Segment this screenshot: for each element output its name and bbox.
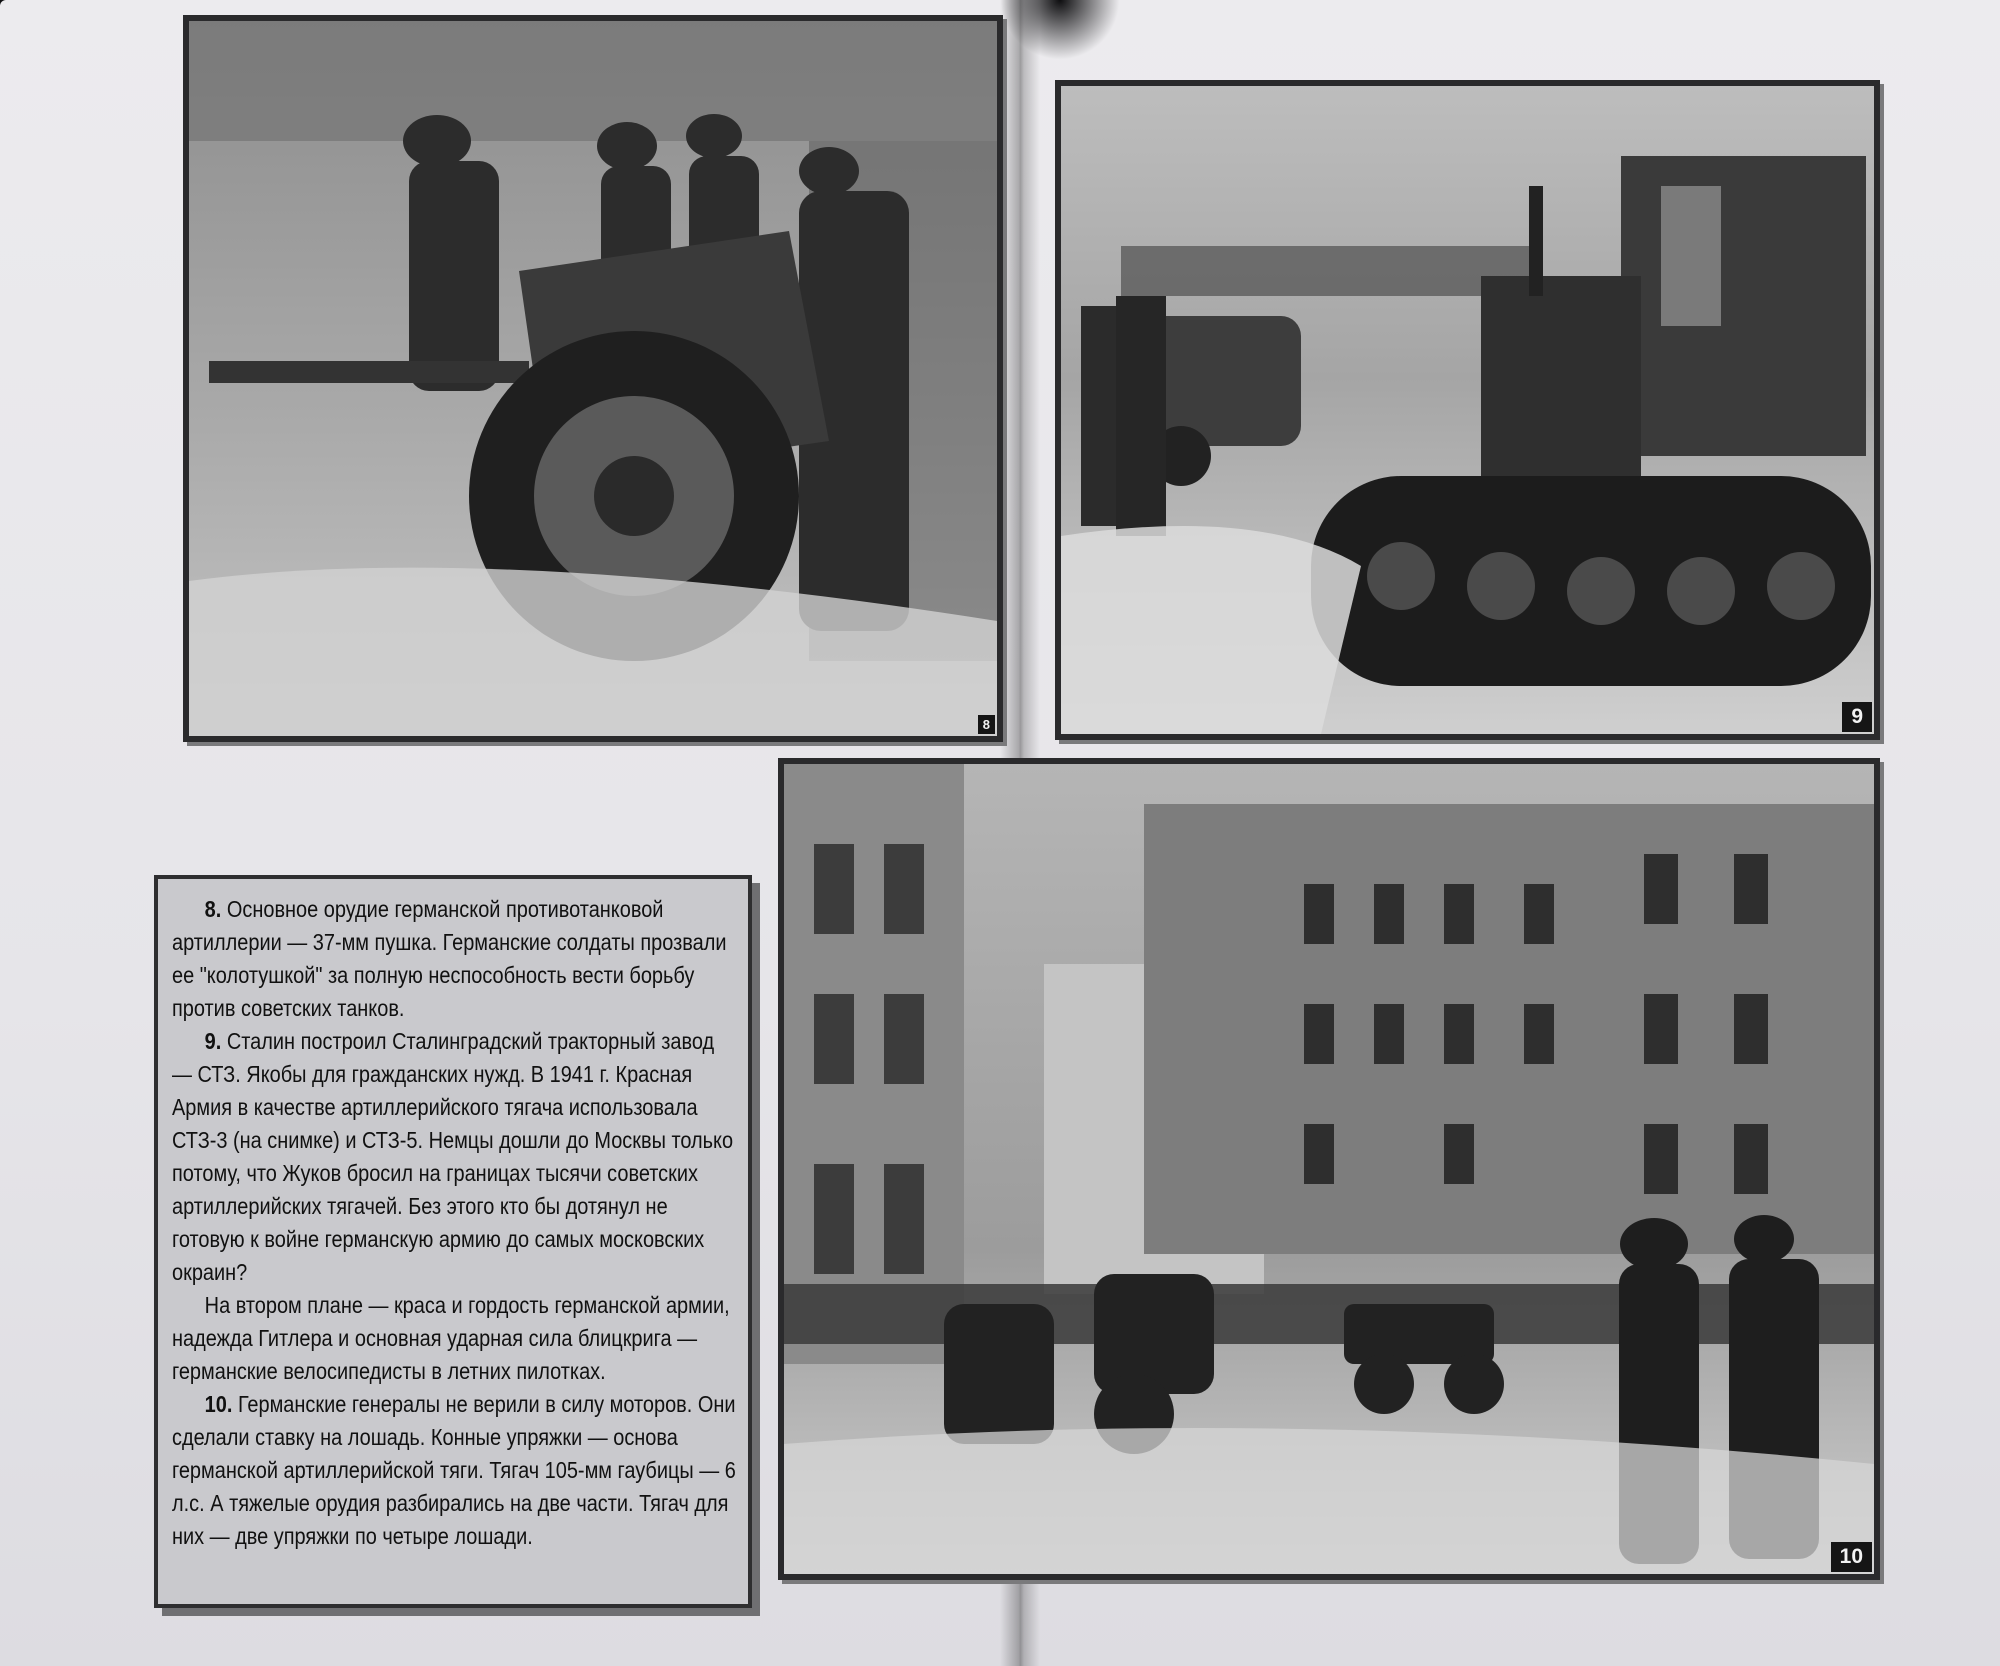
caption-text <box>172 893 740 1553</box>
photo-8-number: 8 <box>978 715 995 734</box>
caption-paragraph-9 <box>172 1025 740 1289</box>
caption-paragraph-9b <box>172 1289 740 1388</box>
photo-10-frame <box>778 758 1880 1580</box>
caption-paragraph-8 <box>172 893 740 1025</box>
caption-number-10: 10. <box>204 1391 233 1417</box>
caption-number-9: 9. <box>204 1028 222 1054</box>
caption-paragraph-10 <box>172 1388 740 1553</box>
book-spine-shadow <box>1000 0 1120 60</box>
photo-9-frame <box>1055 80 1880 740</box>
caption-text-9b: На втором плане — краса и гордость германской армии, надежда Гитлера и основная ударная сила блицкрига — германские велосипедисты в летних пилотках. <box>172 1292 730 1384</box>
caption-box <box>154 875 752 1608</box>
photo-10 <box>784 764 1874 1574</box>
photo-10-number: 10 <box>1831 1542 1872 1572</box>
photo-8-frame <box>183 15 1003 742</box>
photo-8-image <box>189 21 997 736</box>
caption-number-8: 8. <box>204 896 222 922</box>
caption-text-9: Сталин построил Сталинградский тракторный завод — СТЗ. Якобы для гражданских нужд. В 1941 г. Красная Армия в качестве артиллерийского тягача использовала СТЗ-3 (на снимке) и СТЗ-5. Немцы дошли до Москвы только потому, что Жуков бросил на границах тысячи советских артиллерийских тягачей. Без этого кто бы дотянул не готовую к войне германскую армию до самых московских окраин? <box>172 1028 734 1285</box>
photo-9-image <box>1061 86 1874 734</box>
photo-10-image <box>784 764 1874 1574</box>
photo-9 <box>1061 86 1874 734</box>
photo-8 <box>189 21 997 736</box>
caption-text-8: Основное орудие германской противотанковой артиллерии — 37-мм пушка. Германские солдаты прозвали ее "колотушкой" за полную неспособность вести борьбу против советских танков. <box>172 896 727 1021</box>
caption-text-10: Германские генералы не верили в силу моторов. Они сделали ставку на лошадь. Конные упряжки — основа германской артиллерийской тяги. Тягач 105-мм гаубицы — 6 л.с. А тяжелые орудия разбирались на две части. Тягач для них — две упряжки по четыре лошади. <box>172 1391 736 1549</box>
photo-9-number: 9 <box>1842 702 1872 732</box>
